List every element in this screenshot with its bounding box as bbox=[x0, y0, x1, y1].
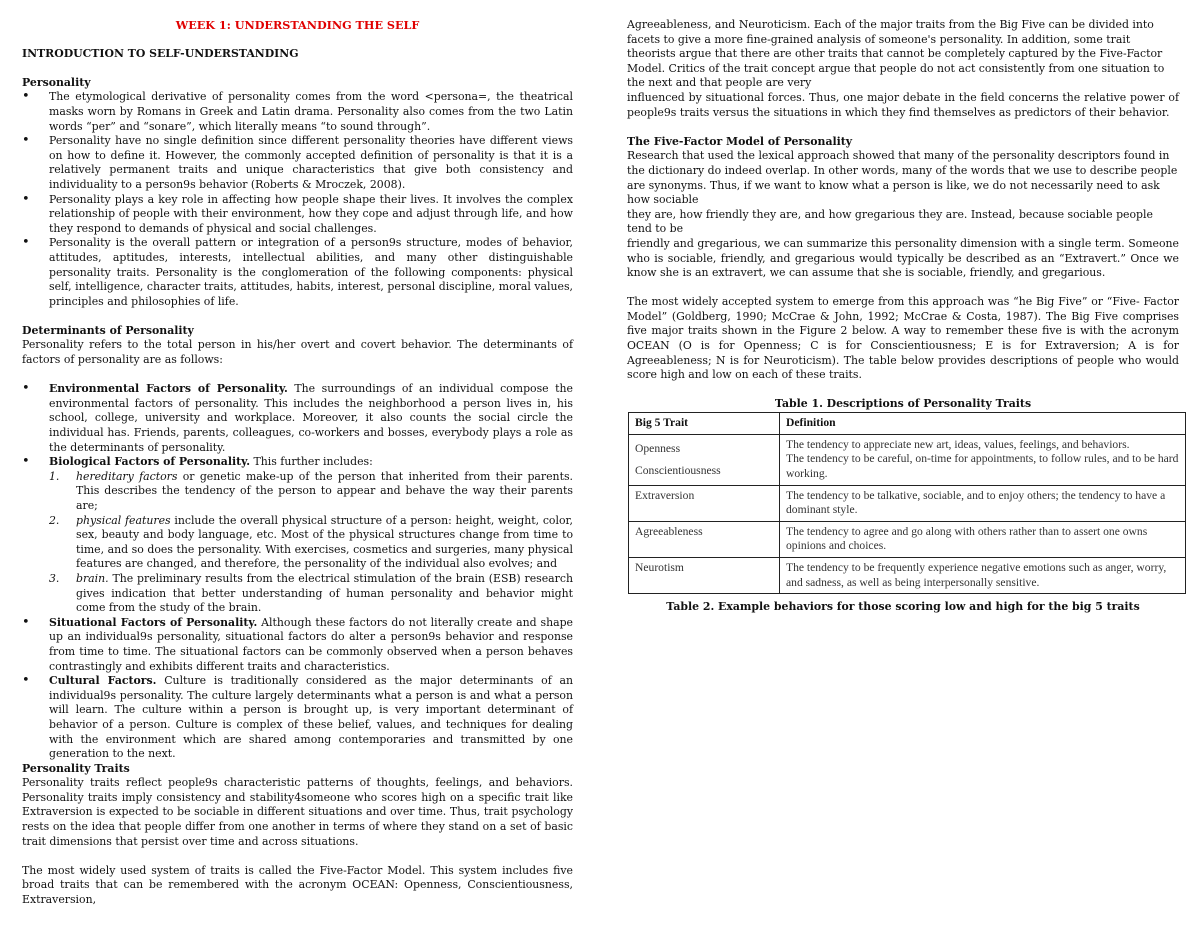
item-number: 1. bbox=[49, 469, 60, 483]
ffm-paragraph: they are, how friendly they are, and how gregarious they are. Instead, because sociable people tend to be bbox=[627, 207, 1153, 236]
traits-paragraph: The most widely used system of traits is called the Five-Factor Model. This system includes five broad traits that can be remembered with the acronym OCEAN: Openness, Conscientiousness, Extraversion, bbox=[22, 863, 573, 907]
continued-paragraph: influenced by situational forces. Thus, one major debate in the field concerns the relative power of people9s traits versus the situations in which they find themselves as predictors of their behavior. bbox=[627, 90, 1179, 119]
situational-text: Although these factors do not literally create and shape up an individual9s personality, situational factors do alter a person9s behavior and response from time to time. The situational factors can be commonly observed when a person behaves contrastingly and exhibits different traits and characteristics. bbox=[49, 615, 574, 673]
list-item bbox=[22, 382, 573, 455]
item-term: brain. bbox=[76, 571, 109, 585]
table-cell-definition: The tendency to be talkative, sociable, and to enjoy others; the tendency to have a dominant style. bbox=[780, 485, 1186, 521]
traits-heading: Personality Traits bbox=[22, 761, 130, 775]
situational-label: Situational Factors of Personality. bbox=[49, 615, 258, 629]
determinants-list bbox=[22, 382, 573, 761]
list-item: • Personality is the overall pattern or integration of a person9s structure, modes of behavior, attitudes, aptitudes, interests, intellectual abilities, and many other distinguishable personality traits. Personality is the conglomeration of the following components: physical self, intelligence, character traits, attitudes, habits, interest, personal discipline, moral values, principles and philosophies of life. bbox=[22, 236, 573, 309]
week-title: WEEK 1: UNDERSTANDING THE SELF bbox=[175, 18, 420, 32]
list-item bbox=[22, 455, 573, 616]
environmental-label: Environmental Factors of Personality. bbox=[49, 382, 288, 396]
item-number: 2. bbox=[49, 513, 60, 527]
list-item: • Personality plays a key role in affecting how people shape their lives. It involves the complex relationship of people with their environment, how they cope and adjust through life, and how they respond to demands of physical and social challenges. bbox=[22, 193, 573, 237]
ffm-paragraph: friendly and gregarious, we can summarize this personality dimension with a single term. Someone who is sociable, friendly, and gregarious would typically be described as an “Extravert.” Once we know she is an extravert, we can assume that she is sociable, friendly, and gregarious. bbox=[627, 236, 1179, 280]
sublist-item bbox=[49, 514, 573, 572]
table-cell-trait: Neurotism bbox=[629, 558, 780, 594]
table-cell-trait: Agreeableness bbox=[629, 521, 780, 557]
biological-text: This further includes: bbox=[250, 455, 373, 469]
table-row bbox=[629, 521, 1186, 557]
table-row bbox=[629, 434, 1186, 485]
table-row bbox=[629, 558, 1186, 594]
environmental-text: The surroundings of an individual compose the environmental factors of personality. This includes the neighborhood a person lives in, his school, college, university and workplace. Moreover, it also counts the social circle the individual has. Friends, parents, colleagues, co-workers and bosses, everybody plays a role as the determinants of personality. bbox=[49, 382, 574, 454]
ffm-paragraph: The most widely accepted system to emerge from this approach was “he Big Five” or “Five- Factor Model” (Goldberg, 1990; McCrae & John, 1992; McCrae & Costa, 1987). The Big Five comprises five major traits shown in the Figure 2 below. A way to remember these five is with the acronym OCEAN (O is for Openness; C is for Conscientiousness; E is for Extraversion; A is for Agreeableness; N is for Neuroticism). The table below provides descriptions of people who would score high and low on each of these traits. bbox=[627, 295, 1179, 382]
continued-paragraph: Agreeableness, and Neuroticism. Each of the major traits from the Big Five can be divided into facets to give a more fine-grained analysis of someone's personality. In addition, some trait theorists argue that there are other traits that cannot be completely captured by the Five-Factor Model. Critics of the trait concept argue that people do not act consistently from one situation to the next and that people are very bbox=[627, 18, 1165, 90]
table-cell-definition: The tendency to be frequently experience negative emotions such as anger, worry, and sadness, as well as being interpersonally sensitive. bbox=[780, 558, 1186, 594]
item-text: or genetic make-up of the person that inherited from their parents. This describes the tendency of the person to appear and behave the way their parents are; bbox=[76, 469, 574, 512]
table-cell-trait: Openness Conscientiousness bbox=[629, 434, 780, 485]
traits-table bbox=[628, 412, 1186, 594]
item-text: include the overall physical structure of a person: height, weight, color, sex, beauty and body language, etc. Most of the physical structures change from time to time, and so does the personality. With exercises, cosmetics and surgeries, many physical features are changed, and therefore, the personality of the individual also evolves; and bbox=[76, 513, 573, 571]
cultural-text: Culture is traditionally considered as the major determinants of an individual9s personality. The culture largely determinants what a person is and what a person will learn. The culture within a person is brought up, is very important determinant of behavior of a person. Culture is complex of these belief, values, and techniques for dealing with the environment which are shared among contemporaries and transmitted by one generation to the next. bbox=[49, 674, 573, 761]
table-header-row bbox=[629, 413, 1186, 435]
list-item: • The etymological derivative of personality comes from the word <persona=, the theatrical masks worn by Romans in Greek and Latin drama. Personality also comes from the two Latin words “per” and “sonare”, which literally means “to sound through”. bbox=[22, 90, 573, 134]
biological-label: Biological Factors of Personality. bbox=[49, 455, 251, 469]
determinants-heading: Determinants of Personality bbox=[22, 323, 194, 337]
list-item: • Personality have no single definition since different personality theories have different views on how to define it. However, the commonly accepted definition of personality is that it is a relatively permanent traits and unique characteristics that give both consistency and individuality to a person9s behavior (Roberts & Mroczek, 2008). bbox=[22, 134, 573, 192]
table2-caption: Table 2. Example behaviors for those scoring low and high for the big 5 traits bbox=[666, 600, 1140, 614]
ffm-paragraph: Research that used the lexical approach showed that many of the personality descriptors found in the dictionary do indeed overlap. In other words, many of the words that we use to describe people are synonyms. Thus, if we want to know what a person is like, we do not necessarily need to ask how sociable bbox=[627, 149, 1178, 207]
biological-sublist bbox=[49, 470, 573, 616]
item-number: 3. bbox=[49, 571, 60, 585]
table-header: Big 5 Trait bbox=[629, 413, 780, 435]
cultural-label: Cultural Factors. bbox=[49, 674, 157, 688]
personality-list bbox=[22, 90, 573, 309]
ffm-heading: The Five-Factor Model of Personality bbox=[627, 134, 853, 148]
right-column bbox=[627, 18, 1179, 615]
personality-heading: Personality bbox=[22, 75, 91, 89]
item-term: hereditary factors bbox=[76, 469, 178, 483]
determinants-intro: Personality refers to the total person in his/her overt and covert behavior. The determinants of factors of personality are as follows: bbox=[22, 338, 573, 367]
table-cell-definition: The tendency to appreciate new art, ideas, values, feelings, and behaviors. The tendency to be careful, on-time for appointments, to follow rules, and to be hard working. bbox=[780, 434, 1186, 485]
item-text: The preliminary results from the electrical stimulation of the brain (ESB) research gives indication that better understanding of human personality and behavior might come from the study of the brain. bbox=[76, 571, 573, 615]
table-cell-definition: The tendency to agree and go along with others rather than to assert one owns opinions and choices. bbox=[780, 521, 1186, 557]
sublist-item bbox=[49, 572, 573, 616]
table-cell-trait: Extraversion bbox=[629, 485, 780, 521]
traits-paragraph: Personality traits reflect people9s characteristic patterns of thoughts, feelings, and behaviors. Personality traits imply consistency and stability4someone who scores high on a specific trait like Extraversion is expected to be sociable in different situations and over time. Thus, trait psychology rests on the idea that people differ from one another in terms of where they stand on a set of basic trait dimensions that persist over time and across situations. bbox=[22, 776, 573, 848]
item-term: physical features bbox=[76, 513, 171, 527]
left-column bbox=[22, 18, 573, 908]
list-item bbox=[22, 616, 573, 674]
list-item bbox=[22, 674, 573, 762]
sublist-item bbox=[49, 470, 573, 514]
table-row bbox=[629, 485, 1186, 521]
table-header: Definition bbox=[780, 413, 1186, 435]
table1-caption: Table 1. Descriptions of Personality Traits bbox=[774, 397, 1032, 411]
intro-heading: INTRODUCTION TO SELF-UNDERSTANDING bbox=[22, 46, 299, 60]
